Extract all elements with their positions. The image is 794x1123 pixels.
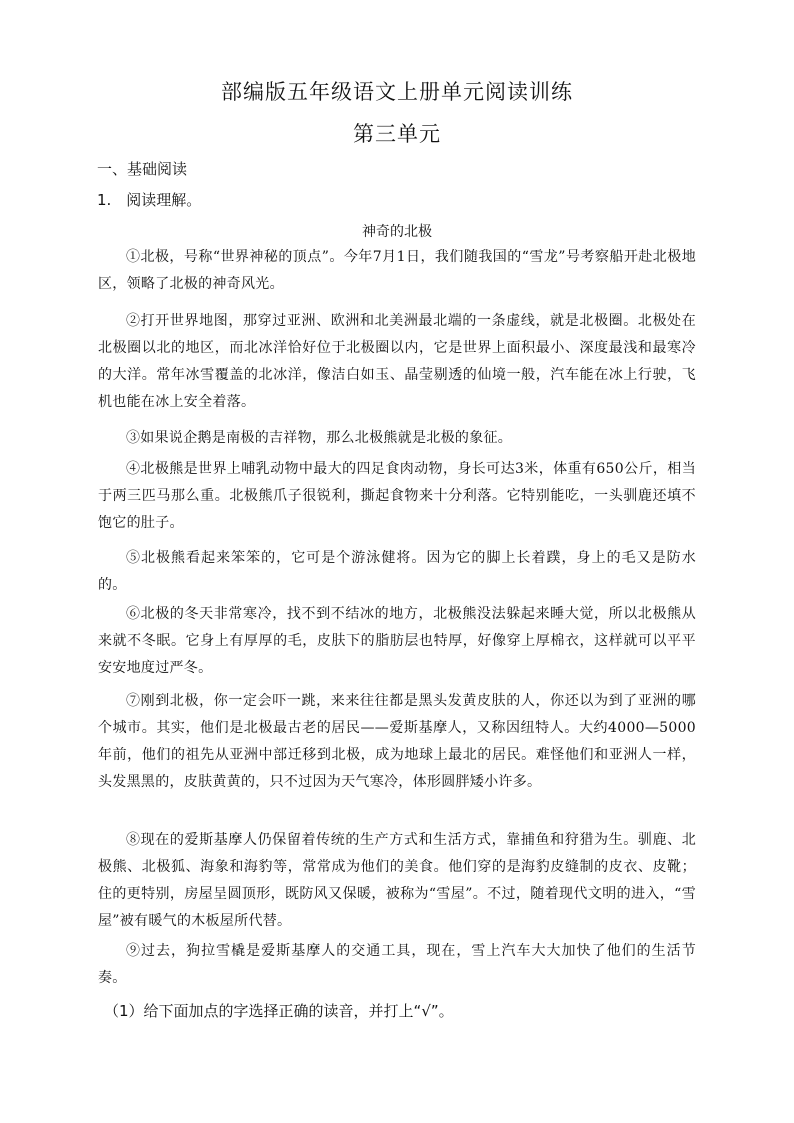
document-title: 部编版五年级语文上册单元阅读训练 [221, 80, 573, 104]
question-1: （1）给下面加点的字选择正确的读音，并打上“√”。 [104, 1002, 454, 1020]
paragraph-1: ①北极，号称“世界神秘的顶点”。今年7月1日，我们随我国的“雪龙”号考察船开赴北极地区，领略了北极的神奇风光。 [98, 249, 696, 292]
unit-heading: 第三单元 [353, 122, 441, 146]
paragraph-2: ②打开世界地图，那穿过亚洲、欧洲和北美洲最北端的一条虚线，就是北极圈。北极处在北极圈以北的地区，而北冰洋恰好位于北极圈以内，它是世界上面积最小、深度最浅和最寒冷的大洋。常年冰雪覆盖的北冰洋，像洁白如玉、晶莹剔透的仙境一般，汽车能在冰上行驶，飞机也能在冰上安全着落。 [98, 313, 696, 410]
item-heading: 1. 阅读理解。 [97, 191, 202, 209]
paragraph-9: ⑨过去，狗拉雪橇是爱斯基摩人的交通工具，现在，雪上汽车大大加快了他们的生活节奏。 [98, 943, 696, 986]
paragraph-3: ③如果说企鹅是南极的吉祥物，那么北极熊就是北极的象征。 [126, 430, 513, 446]
paragraph-8: ⑧现在的爱斯基摩人仍保留着传统的生产方式和生活方式，靠捕鱼和狩猎为生。驯鹿、北极熊、北极狐、海象和海豹等，常常成为他们的美食。他们穿的是海豹皮缝制的皮衣、皮靴；住的更特别，房屋呈圆顶形，既防风又保暖，被称为“雪屋”。不过，随着现代文明的进入，“雪屋”被有暖气的木板屋所代替。 [98, 832, 696, 929]
paragraph-4: ④北极熊是世界上哺乳动物中最大的四足食肉动物，身长可达3米，体重有650公斤，相当于两三匹马那么重。北极熊爪子很锐利，撕起食物来十分利落。它特别能吃，一头驯鹿还填不饱它的肚子。 [98, 461, 696, 531]
article-title: 神奇的北极 [362, 224, 432, 240]
paragraph-7: ⑦刚到北极，你一定会吓一跳，来来往往都是黑头发黄皮肤的人，你还以为到了亚洲的哪个城市。其实，他们是北极最古老的居民——爱斯基摩人，又称因纽特人。大约4000—5000年前，他们的祖先从亚洲中部迁移到北极，成为地球上最北的居民。难怪他们和亚洲人一样，头发黑黑的，皮肤黄黄的，只不过因为天气寒冷，体形圆胖矮小许多。 [98, 693, 696, 790]
paragraph-6: ⑥北极的冬天非常寒冷，找不到不结冰的地方，北极熊没法躲起来睡大觉，所以北极熊从来就不冬眠。它身上有厚厚的毛，皮肤下的脂肪层也特厚，好像穿上厚棉衣，这样就可以平平安安地度过严冬。 [98, 606, 696, 676]
paragraph-5: ⑤北极熊看起来笨笨的，它可是个游泳健将。因为它的脚上长着蹼，身上的毛又是防水的。 [98, 550, 696, 593]
section-heading: 一、基础阅读 [97, 160, 188, 178]
